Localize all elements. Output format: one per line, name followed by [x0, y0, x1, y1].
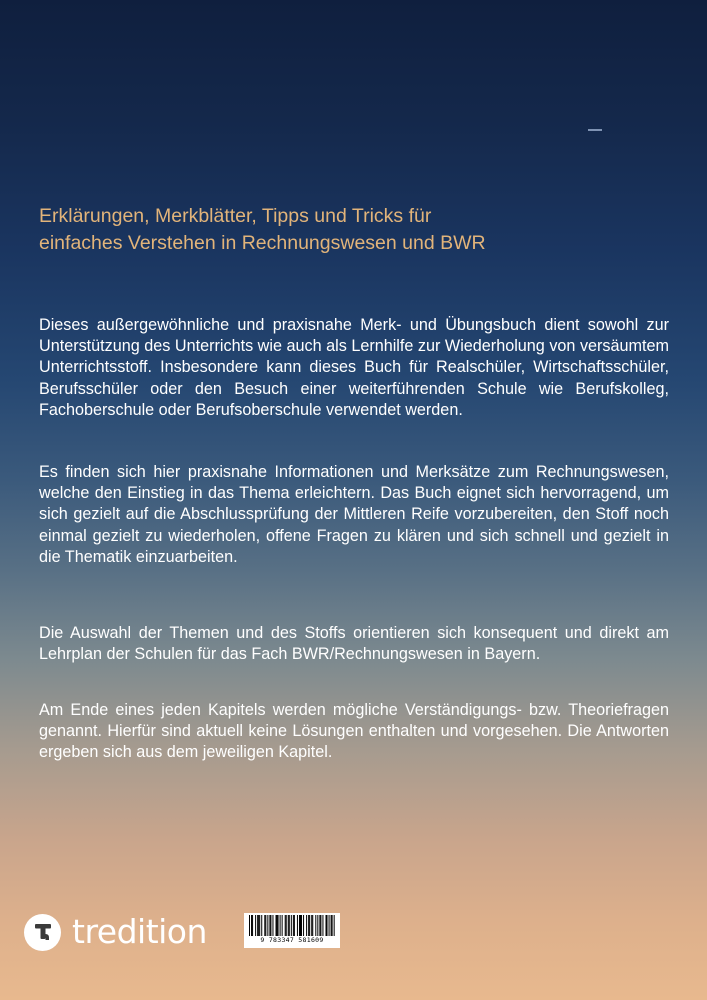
cover-headline: [39, 203, 679, 257]
isbn-number: 9 783347 581609: [260, 936, 324, 944]
decorative-dash: [588, 129, 602, 131]
description-paragraph-3: Die Auswahl der Themen und des Stoffs orientieren sich konsequent und direkt am Lehrplan der Schulen für das Fach BWR/Rechnungswesen in Bayern.: [39, 624, 669, 664]
description-paragraph-1: Dieses außergewöhnliche und praxisnahe Merk- und Übungsbuch dient sowohl zur Unterstützung des Unterrichts wie auch als Lernhilfe zur Wiederholung von versäumtem Unterrichtsstoff. Insbesondere kann dieses Buch für Realschüler, Wirtschaftsschüler, Berufsschüler oder den Besuch einer weiterführenden Schule wie Berufskolleg, Fachoberschule oder Berufsoberschule verwendet werden.: [39, 316, 669, 419]
description-paragraph-4: Am Ende eines jeden Kapitels werden mögliche Verständigungs- bzw. Theoriefragen genannt. Hierfür sind aktuell keine Lösungen enthalten und vorgesehen. Die Antworten ergeben sich aus dem jeweiligen Kapitel.: [39, 701, 669, 762]
publisher-logo: [24, 912, 207, 952]
headline-line-2: einfaches Verstehen in Rechnungswesen und BWR: [39, 232, 486, 254]
isbn-barcode: [244, 913, 340, 948]
tredition-logo-icon: [24, 914, 61, 951]
publisher-name: tredition: [72, 912, 207, 951]
description-paragraph-2: Es finden sich hier praxisnahe Informationen und Merksätze zum Rechnungswesen, welche den Einstieg in das Thema erleichtern. Das Buch eignet sich hervorragend, um sich gezielt auf die Abschlussprüfung der Mittleren Reife vorzubereiten, den Stoff noch einmal gezielt zu wiederholen, offene Fragen zu klären und sich schnell und gezielt in die Thematik einzuarbeiten.: [39, 463, 669, 566]
headline-line-1: Erklärungen, Merkblätter, Tipps und Tricks für: [39, 205, 432, 227]
